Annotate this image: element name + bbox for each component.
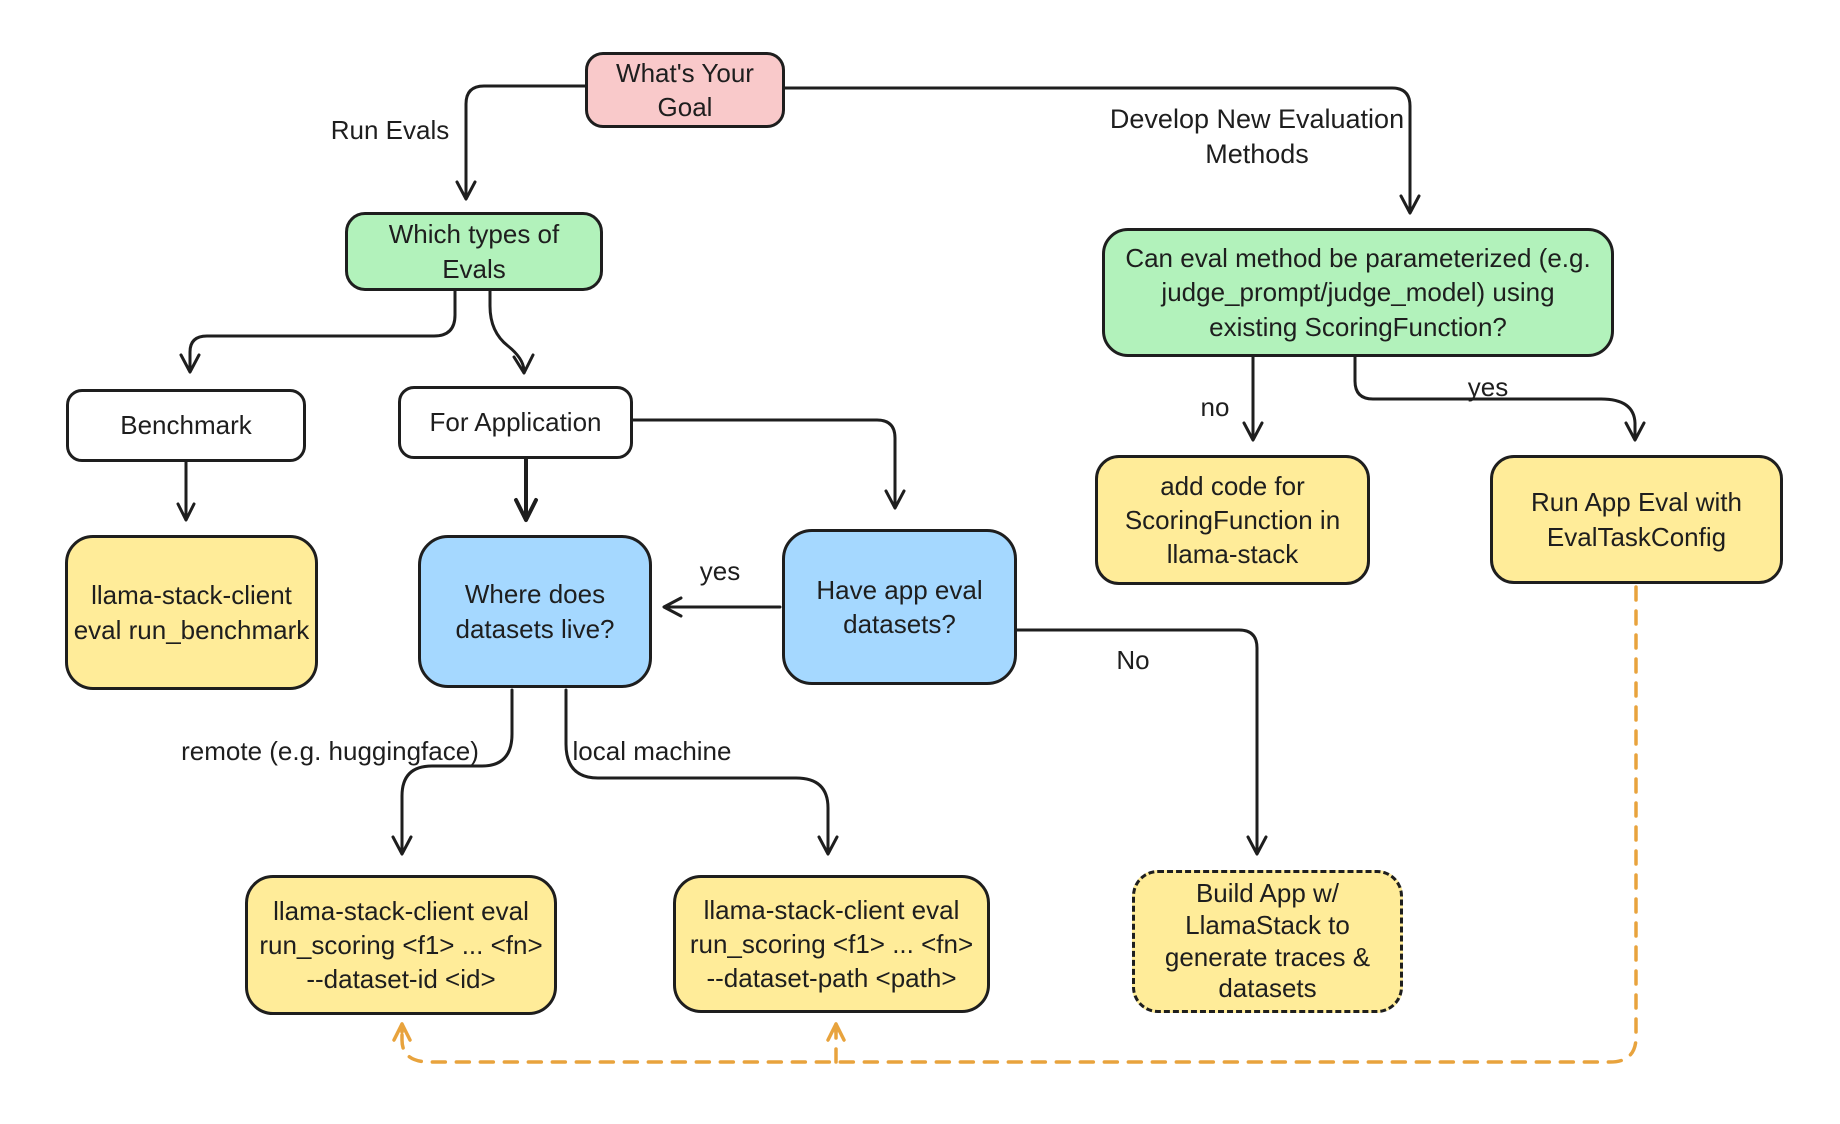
edge-can-parameterize-no-to-add-code (1244, 357, 1262, 440)
edge-label-run-evals: Run Evals (330, 115, 450, 146)
node-run-scoring-dataset-path-command: llama-stack-client eval run_scoring <f1> ... <fn> --dataset-path <path> (673, 875, 990, 1013)
edge-label-remote-huggingface: remote (e.g. huggingface) (181, 736, 479, 767)
edge-label-yes-parameterize: yes (1467, 372, 1509, 403)
edge-which-types-to-benchmark (181, 291, 455, 372)
edge-have-datasets-yes-to-where-datasets (664, 598, 780, 616)
node-run-scoring-dataset-id-command: llama-stack-client eval run_scoring <f1> ... <fn> --dataset-id <id> (245, 875, 557, 1015)
node-build-app-with-llamastack: Build App w/ LlamaStack to generate traces & datasets (1132, 870, 1403, 1013)
edge-label-no-have-datasets: No (1116, 645, 1150, 676)
edge-for-application-to-have-datasets (633, 420, 904, 508)
node-add-code-for-scoringfunction: add code for ScoringFunction in llama-stack (1095, 455, 1370, 585)
node-run-app-eval-with-evaltaskconfig: Run App Eval with EvalTaskConfig (1490, 455, 1783, 584)
node-benchmark: Benchmark (66, 389, 306, 462)
edge-which-types-to-for-application (490, 291, 533, 373)
node-for-application: For Application (398, 386, 633, 459)
edge-for-application-to-where-datasets (516, 459, 536, 520)
node-have-app-eval-datasets: Have app eval datasets? (782, 529, 1017, 685)
edge-label-develop-new-evaluation-methods: Develop New Evaluation Methods (1109, 103, 1405, 169)
edge-dashed-feedback-arrowheads (394, 1024, 844, 1040)
node-which-types-of-evals: Which types of Evals (345, 212, 603, 291)
edge-label-local-machine: local machine (572, 736, 732, 767)
edge-where-datasets-remote-to-dataset-id-cmd (393, 690, 512, 854)
node-where-does-datasets-live: Where does datasets live? (418, 535, 652, 688)
node-whats-your-goal: What's Your Goal (585, 52, 785, 128)
node-can-eval-method-be-parameterized: Can eval method be parameterized (e.g. judge_prompt/judge_model) using existing ScoringFunction? (1102, 228, 1614, 357)
edge-benchmark-to-run-benchmark-cmd (178, 462, 194, 520)
edge-label-no-parameterize: no (1200, 392, 1230, 423)
edge-goal-to-which-types (457, 86, 585, 199)
edge-label-yes-have-datasets: yes (699, 556, 741, 587)
node-run-benchmark-command: llama-stack-client eval run_benchmark (65, 535, 318, 690)
edge-where-datasets-local-to-dataset-path-cmd (566, 690, 837, 854)
